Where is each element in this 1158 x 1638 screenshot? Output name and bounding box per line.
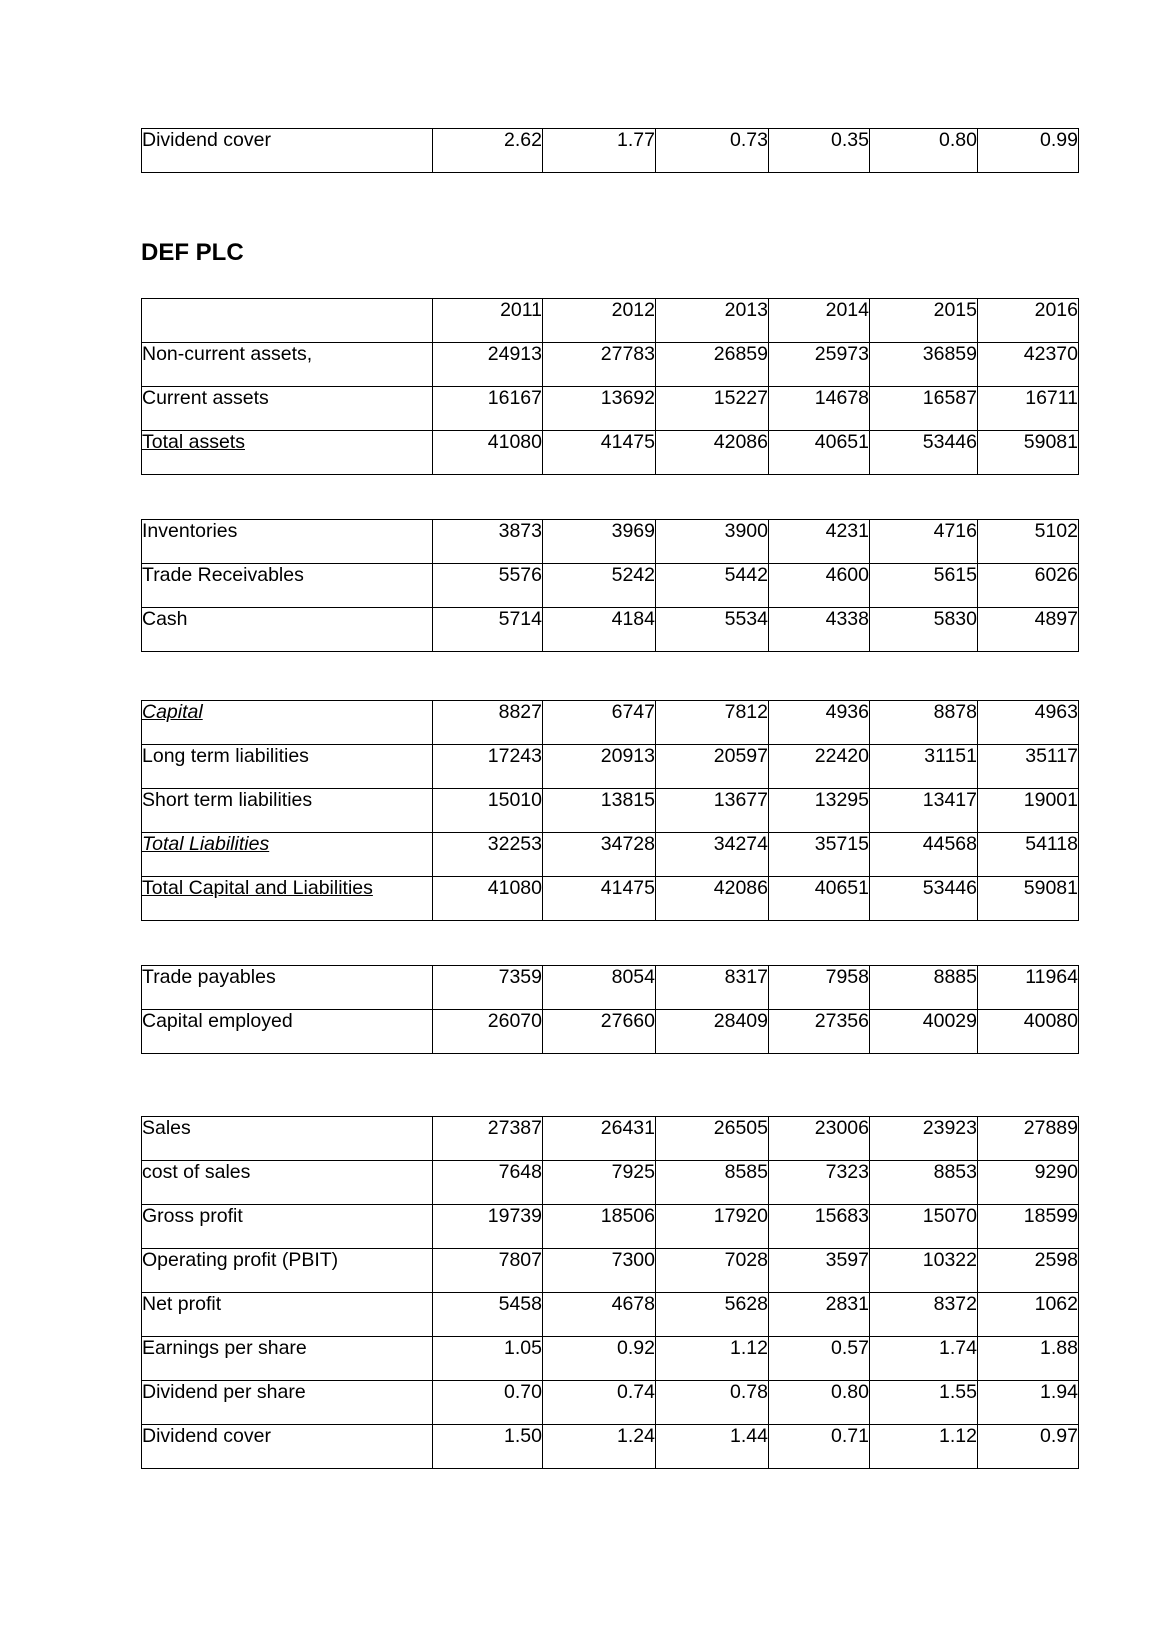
row-value: 6026 [978, 563, 1079, 607]
row-value: 5714 [433, 607, 543, 651]
table-row [142, 1424, 1079, 1468]
row-value: 20597 [656, 744, 769, 788]
table-capital-liabilities [141, 700, 1079, 921]
table-dividend-cover-fragment [141, 128, 1079, 173]
row-value: 59081 [978, 430, 1079, 474]
row-value: 0.99 [978, 129, 1079, 173]
row-value: 14678 [769, 386, 870, 430]
row-value: 7925 [543, 1160, 656, 1204]
row-value: 42086 [656, 876, 769, 920]
row-value: 16167 [433, 386, 543, 430]
row-value: 6747 [543, 700, 656, 744]
row-value: 19001 [978, 788, 1079, 832]
row-value: 0.78 [656, 1380, 769, 1424]
row-value: 15683 [769, 1204, 870, 1248]
table-row [142, 129, 1079, 173]
table-header [142, 298, 1079, 342]
row-value: 0.70 [433, 1380, 543, 1424]
row-value: 42086 [656, 430, 769, 474]
row-value: 1.44 [656, 1424, 769, 1468]
table-row [142, 519, 1079, 563]
row-value: 7300 [543, 1248, 656, 1292]
row-value: 1.94 [978, 1380, 1079, 1424]
row-label-text: Sales [142, 1116, 191, 1139]
row-label [142, 1380, 433, 1424]
row-value: 5615 [870, 563, 978, 607]
row-value: 4936 [769, 700, 870, 744]
row-value: 44568 [870, 832, 978, 876]
row-label-text: cost of sales [142, 1160, 251, 1183]
row-value: 1.05 [433, 1336, 543, 1380]
row-value: 53446 [870, 876, 978, 920]
row-value: 0.80 [769, 1380, 870, 1424]
header-cell-blank [142, 298, 433, 342]
row-value: 7028 [656, 1248, 769, 1292]
table-row [142, 430, 1079, 474]
row-value: 22420 [769, 744, 870, 788]
row-value: 8054 [543, 965, 656, 1009]
header-cell-year: 2014 [769, 298, 870, 342]
row-value: 41080 [433, 876, 543, 920]
table-row [142, 788, 1079, 832]
row-value: 25973 [769, 342, 870, 386]
row-value: 26505 [656, 1116, 769, 1160]
row-value: 7812 [656, 700, 769, 744]
row-value: 40651 [769, 430, 870, 474]
row-label [142, 1116, 433, 1160]
row-label [142, 607, 433, 651]
table-income-statement [141, 1116, 1079, 1469]
row-value: 18506 [543, 1204, 656, 1248]
row-value: 4963 [978, 700, 1079, 744]
row-value: 8853 [870, 1160, 978, 1204]
page-title: DEF PLC [141, 239, 244, 266]
row-label-text: Earnings per share [142, 1336, 307, 1359]
row-value: 13692 [543, 386, 656, 430]
row-label [142, 519, 433, 563]
row-value: 3900 [656, 519, 769, 563]
row-label-text: Short term liabilities [142, 788, 313, 811]
table-body [142, 965, 1079, 1053]
row-value: 4338 [769, 607, 870, 651]
row-value: 54118 [978, 832, 1079, 876]
row-label [142, 129, 433, 173]
row-value: 0.71 [769, 1424, 870, 1468]
row-value: 32253 [433, 832, 543, 876]
spacer [141, 268, 1080, 298]
row-value: 16587 [870, 386, 978, 430]
row-label-text: Capital [142, 700, 203, 723]
row-label [142, 832, 433, 876]
row-label-text: Total Capital and Liabilities [142, 876, 373, 899]
row-value: 4231 [769, 519, 870, 563]
row-value: 8372 [870, 1292, 978, 1336]
row-label [142, 1292, 433, 1336]
row-value: 1.12 [656, 1336, 769, 1380]
table-payables [141, 965, 1079, 1054]
row-label [142, 1204, 433, 1248]
row-label-text: Dividend cover [142, 129, 271, 151]
row-value: 2.62 [433, 129, 543, 173]
table-row [142, 1336, 1079, 1380]
row-value: 5576 [433, 563, 543, 607]
row-value: 15227 [656, 386, 769, 430]
row-label-text: Total assets [142, 430, 245, 453]
table-row [142, 832, 1079, 876]
row-label-text: Capital employed [142, 1009, 293, 1032]
spacer [141, 475, 1080, 519]
row-value: 16711 [978, 386, 1079, 430]
table-row [142, 1380, 1079, 1424]
row-label [142, 744, 433, 788]
row-value: 26431 [543, 1116, 656, 1160]
table-body [142, 342, 1079, 474]
row-value: 7648 [433, 1160, 543, 1204]
row-value: 27783 [543, 342, 656, 386]
row-label-text: Cash [142, 607, 188, 630]
header-cell-year: 2015 [870, 298, 978, 342]
row-value: 0.73 [656, 129, 769, 173]
row-value: 1.74 [870, 1336, 978, 1380]
row-value: 5830 [870, 607, 978, 651]
table-body [142, 700, 1079, 920]
row-value: 4600 [769, 563, 870, 607]
row-value: 17243 [433, 744, 543, 788]
row-label-text: Dividend cover [142, 1424, 271, 1447]
row-value: 3969 [543, 519, 656, 563]
row-value: 2598 [978, 1248, 1079, 1292]
row-value: 1.50 [433, 1424, 543, 1468]
table-body [142, 519, 1079, 651]
row-value: 8827 [433, 700, 543, 744]
row-label-text: Gross profit [142, 1204, 243, 1227]
row-value: 8317 [656, 965, 769, 1009]
row-value: 27889 [978, 1116, 1079, 1160]
row-value: 1.88 [978, 1336, 1079, 1380]
row-value: 27660 [543, 1009, 656, 1053]
row-value: 34274 [656, 832, 769, 876]
row-value: 13295 [769, 788, 870, 832]
row-value: 5102 [978, 519, 1079, 563]
row-value: 0.92 [543, 1336, 656, 1380]
row-label [142, 563, 433, 607]
header-cell-year: 2013 [656, 298, 769, 342]
header-cell-year: 2016 [978, 298, 1079, 342]
row-value: 40651 [769, 876, 870, 920]
row-value: 7323 [769, 1160, 870, 1204]
row-value: 23923 [870, 1116, 978, 1160]
row-value: 13815 [543, 788, 656, 832]
row-value: 1.55 [870, 1380, 978, 1424]
row-label [142, 788, 433, 832]
row-value: 4678 [543, 1292, 656, 1336]
table-row [142, 342, 1079, 386]
row-label [142, 876, 433, 920]
row-value: 19739 [433, 1204, 543, 1248]
row-value: 1.77 [543, 129, 656, 173]
table-body [142, 129, 1079, 173]
row-value: 17920 [656, 1204, 769, 1248]
row-value: 13677 [656, 788, 769, 832]
row-value: 2831 [769, 1292, 870, 1336]
table-row [142, 965, 1079, 1009]
row-value: 31151 [870, 744, 978, 788]
table-row [142, 1116, 1079, 1160]
row-label [142, 386, 433, 430]
row-value: 4897 [978, 607, 1079, 651]
row-value: 0.80 [870, 129, 978, 173]
row-label [142, 1424, 433, 1468]
row-value: 20913 [543, 744, 656, 788]
row-value: 9290 [978, 1160, 1079, 1204]
row-label [142, 965, 433, 1009]
spacer [141, 173, 1080, 239]
row-value: 40080 [978, 1009, 1079, 1053]
row-value: 27387 [433, 1116, 543, 1160]
row-value: 24913 [433, 342, 543, 386]
table-row [142, 1009, 1079, 1053]
row-value: 5242 [543, 563, 656, 607]
row-label-text: Trade Receivables [142, 563, 304, 586]
header-row [142, 298, 1079, 342]
table-row [142, 876, 1079, 920]
row-value: 36859 [870, 342, 978, 386]
row-value: 41475 [543, 876, 656, 920]
row-value: 0.35 [769, 129, 870, 173]
row-value: 53446 [870, 430, 978, 474]
row-value: 15010 [433, 788, 543, 832]
row-label-text: Trade payables [142, 965, 276, 988]
table-row [142, 563, 1079, 607]
row-value: 1.24 [543, 1424, 656, 1468]
row-value: 7958 [769, 965, 870, 1009]
row-value: 40029 [870, 1009, 978, 1053]
row-label [142, 1336, 433, 1380]
row-value: 0.97 [978, 1424, 1079, 1468]
row-label [142, 1160, 433, 1204]
header-cell-year: 2011 [433, 298, 543, 342]
row-value: 23006 [769, 1116, 870, 1160]
spacer [141, 921, 1080, 965]
table-body [142, 1116, 1079, 1468]
row-value: 7807 [433, 1248, 543, 1292]
table-assets [141, 298, 1079, 475]
row-value: 3873 [433, 519, 543, 563]
row-value: 41080 [433, 430, 543, 474]
row-label-text: Current assets [142, 386, 269, 409]
row-value: 8885 [870, 965, 978, 1009]
table-row [142, 700, 1079, 744]
row-value: 28409 [656, 1009, 769, 1053]
row-value: 26070 [433, 1009, 543, 1053]
row-value: 18599 [978, 1204, 1079, 1248]
row-label-text: Operating profit (PBIT) [142, 1248, 339, 1271]
row-value: 26859 [656, 342, 769, 386]
table-working-capital [141, 519, 1079, 652]
row-value: 7359 [433, 965, 543, 1009]
header-cell-year: 2012 [543, 298, 656, 342]
spacer [141, 652, 1080, 700]
row-label-text: Long term liabilities [142, 744, 309, 767]
row-label-text: Net profit [142, 1292, 222, 1315]
row-value: 13417 [870, 788, 978, 832]
row-label [142, 1248, 433, 1292]
row-value: 35117 [978, 744, 1079, 788]
row-value: 15070 [870, 1204, 978, 1248]
spacer [141, 1054, 1080, 1116]
table-row [142, 607, 1079, 651]
row-value: 5442 [656, 563, 769, 607]
row-label [142, 430, 433, 474]
row-value: 11964 [978, 965, 1079, 1009]
table-row [142, 1204, 1079, 1248]
row-value: 27356 [769, 1009, 870, 1053]
row-value: 5458 [433, 1292, 543, 1336]
table-row [142, 1292, 1079, 1336]
row-label [142, 700, 433, 744]
row-value: 1062 [978, 1292, 1079, 1336]
table-row [142, 1160, 1079, 1204]
row-label-text: Dividend per share [142, 1380, 306, 1403]
row-label-text: Total Liabilities [142, 832, 270, 855]
row-value: 8585 [656, 1160, 769, 1204]
table-row [142, 744, 1079, 788]
row-label-text: Non-current assets, [142, 342, 313, 365]
row-value: 4184 [543, 607, 656, 651]
row-value: 5534 [656, 607, 769, 651]
row-value: 0.57 [769, 1336, 870, 1380]
row-value: 34728 [543, 832, 656, 876]
row-value: 4716 [870, 519, 978, 563]
row-value: 42370 [978, 342, 1079, 386]
table-row [142, 386, 1079, 430]
row-value: 5628 [656, 1292, 769, 1336]
row-label [142, 1009, 433, 1053]
row-value: 0.74 [543, 1380, 656, 1424]
row-value: 41475 [543, 430, 656, 474]
row-label [142, 342, 433, 386]
row-label-text: Inventories [142, 519, 238, 542]
row-value: 1.12 [870, 1424, 978, 1468]
row-value: 10322 [870, 1248, 978, 1292]
row-value: 8878 [870, 700, 978, 744]
row-value: 35715 [769, 832, 870, 876]
table-row [142, 1248, 1079, 1292]
row-value: 3597 [769, 1248, 870, 1292]
row-value: 59081 [978, 876, 1079, 920]
